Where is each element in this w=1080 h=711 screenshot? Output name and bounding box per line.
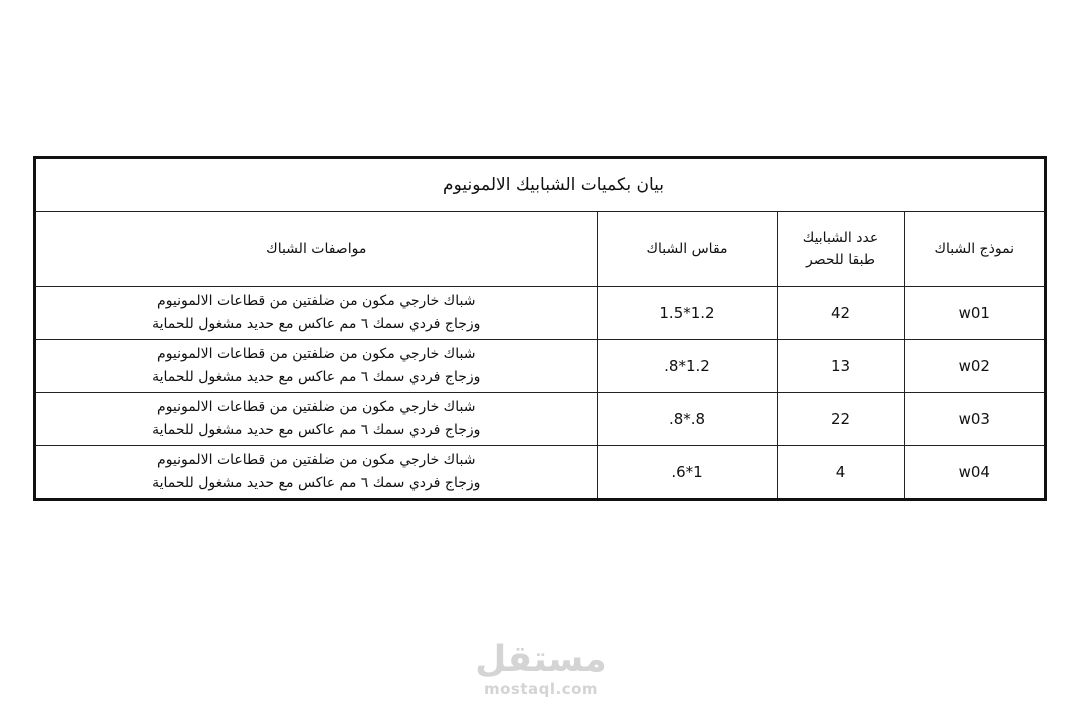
table-row (36, 393, 1044, 446)
header-count-line1: عدد الشبابيك (802, 230, 879, 246)
windows-quantity-table-container (33, 156, 1047, 501)
cell-count: 4 (777, 446, 904, 499)
table-row (36, 287, 1044, 340)
table-row (36, 340, 1044, 393)
cell-model: w01 (904, 287, 1044, 340)
cell-count: 22 (777, 393, 904, 446)
watermark-logo-text: مستقل (475, 639, 607, 680)
spec-line-1: شباك خارجي مكون من ضلفتين من قطاعات الالمونيوم (157, 346, 476, 362)
spec-line-2: وزجاج فردي سمك ٦ مم عاكس مع حديد مشغول للحماية (152, 422, 481, 438)
cell-model: w04 (904, 446, 1044, 499)
header-model: نموذج الشباك (904, 212, 1044, 287)
watermark-url: mostaql.com (483, 680, 599, 698)
cell-specs (36, 340, 597, 393)
cell-size: .6*1 (597, 446, 777, 499)
cell-model: w03 (904, 393, 1044, 446)
cell-count: 42 (777, 287, 904, 340)
table-title-row (36, 159, 1044, 212)
cell-model: w02 (904, 340, 1044, 393)
cell-specs (36, 287, 597, 340)
cell-specs (36, 446, 597, 499)
spec-line-1: شباك خارجي مكون من ضلفتين من قطاعات الالمونيوم (157, 452, 476, 468)
cell-count: 13 (777, 340, 904, 393)
spec-line-2: وزجاج فردي سمك ٦ مم عاكس مع حديد مشغول للحماية (152, 369, 481, 385)
spec-line-1: شباك خارجي مكون من ضلفتين من قطاعات الالمونيوم (157, 293, 476, 309)
header-specs: مواصفات الشباك (36, 212, 597, 287)
cell-size: .8*1.2 (597, 340, 777, 393)
header-count-line2: طبقا للحصر (806, 252, 875, 268)
cell-size: .8*.8 (597, 393, 777, 446)
header-count (777, 212, 904, 287)
table-title: بيان بكميات الشبابيك الالمونيوم (36, 159, 1044, 212)
cell-size: 1.5*1.2 (597, 287, 777, 340)
mostaql-watermark-logo (472, 640, 610, 700)
spec-line-1: شباك خارجي مكون من ضلفتين من قطاعات الالمونيوم (157, 399, 476, 415)
spec-line-2: وزجاج فردي سمك ٦ مم عاكس مع حديد مشغول للحماية (152, 475, 481, 491)
cell-specs (36, 393, 597, 446)
table-header-row (36, 212, 1044, 287)
table-row (36, 446, 1044, 499)
header-size: مقاس الشباك (597, 212, 777, 287)
windows-quantity-table (36, 159, 1044, 498)
spec-line-2: وزجاج فردي سمك ٦ مم عاكس مع حديد مشغول للحماية (152, 316, 481, 332)
